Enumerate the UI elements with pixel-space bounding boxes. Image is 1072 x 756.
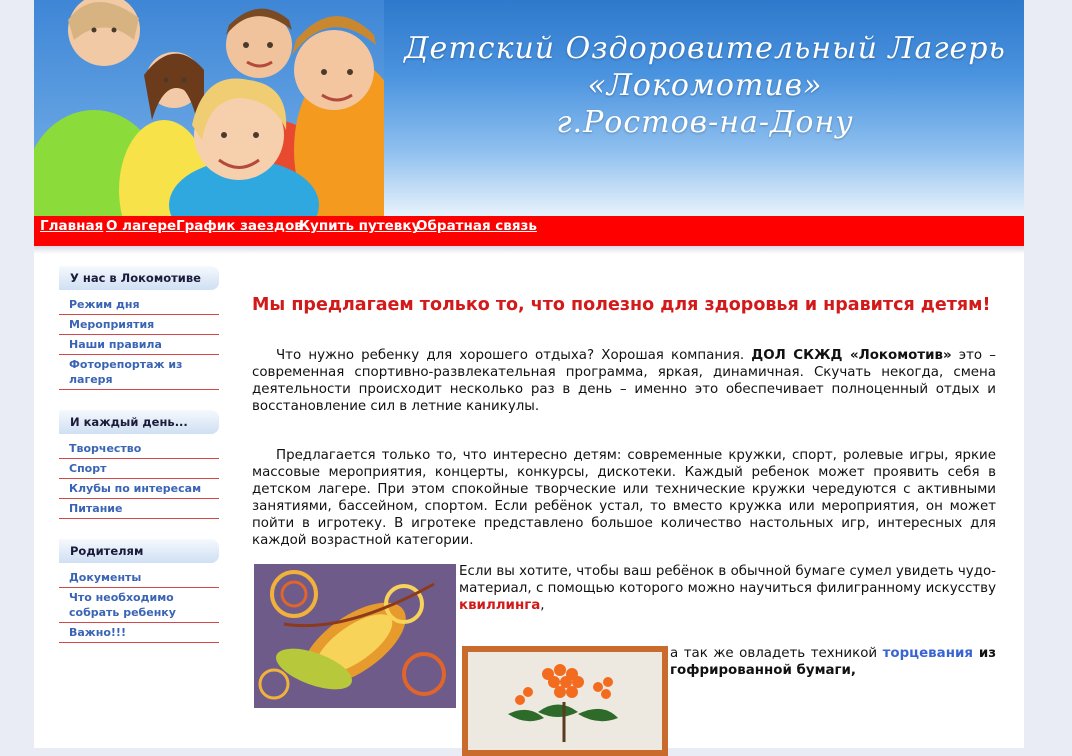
nav-buy-voucher[interactable]: Купить путевку — [299, 218, 421, 234]
sidebar-item-sport[interactable]: Спорт — [59, 459, 219, 479]
tortsevanie-photo-inner — [468, 652, 662, 750]
sidebar-item-daily-routine[interactable]: Режим дня — [59, 295, 219, 315]
intro-paragraph — [252, 347, 996, 415]
nav-feedback[interactable]: Обратная связь — [416, 218, 537, 234]
tortsevanie-link[interactable]: торцевания — [882, 646, 973, 661]
quilling-text-a: Если вы хотите, чтобы ваш ребёнок в обычной бумаге сумел увидеть чудо-материал, с помощью которого можно научиться филигранному искусству — [459, 564, 996, 596]
sidebar-item-events[interactable]: Мероприятия — [59, 315, 219, 335]
quilling-text-b: , — [540, 598, 545, 613]
site-header — [34, 0, 1024, 216]
sidebar — [59, 266, 219, 663]
tortsevanie-text-a: а так же овладеть техникой — [670, 646, 883, 661]
nav-about[interactable]: О лагере — [106, 218, 177, 234]
intro-text-b: это – современная спортивно-развлекательная программа, яркая, динамичная. Скучать некогда, смена деятельности происходит несколько раз в день – именно это обеспечивает полноценный отдых и восстановление сил в летние каникулы. — [252, 348, 996, 414]
sidebar-heading: И каждый день... — [59, 410, 219, 434]
intro-text-a: Что нужно ребенку для хорошего отдыха? Хорошая компания. — [276, 348, 752, 363]
page — [34, 0, 1024, 748]
site-title — [386, 30, 1024, 141]
sidebar-item-food[interactable]: Питание — [59, 499, 219, 519]
nav-shadow — [34, 246, 1024, 254]
nav-home[interactable]: Главная — [40, 218, 104, 234]
sidebar-heading: Родителям — [59, 539, 219, 563]
tortsevanie-photo — [462, 646, 668, 756]
site-title-line-1: Детский Оздоровительный Лагерь — [404, 31, 1006, 66]
activities-text: Предлагается только то, что интересно детям: современные кружки, спорт, ролевые игры, яркие массовые мероприятия, концерты, конкурсы, дискотеки. Каждый ребенок может проявить себя в детском лагере. При этом спокойные творческие или технические кружки чередуются с активными занятиями, бассейном, спортом. Если ребёнок устал, то вместо кружка или мероприятия, он может пойти в игротеку. В игротеке представлено большое количество настольных игр, интересных для каждой возрастной категории. — [252, 448, 996, 548]
sidebar-block-camp — [59, 266, 219, 390]
sidebar-block-parents — [59, 539, 219, 643]
activities-paragraph — [252, 447, 996, 549]
sidebar-block-every-day — [59, 410, 219, 519]
sidebar-item-important[interactable]: Важно!!! — [59, 623, 219, 643]
sidebar-item-photo-report[interactable]: Фоторепортаж из лагеря — [59, 355, 219, 390]
tortsevanie-paragraph — [670, 645, 996, 679]
kids-photo — [34, 0, 384, 216]
camp-name: ДОЛ СКЖД «Локомотив» — [751, 348, 952, 363]
site-title-line-2: «Локомотив» — [587, 68, 823, 103]
sidebar-item-clubs[interactable]: Клубы по интересам — [59, 479, 219, 499]
sidebar-item-creativity[interactable]: Творчество — [59, 439, 219, 459]
quilling-paragraph — [459, 563, 996, 614]
nav-schedule[interactable]: График заездов — [176, 218, 303, 234]
page-headline: Мы предлагаем только то, что полезно для здоровья и нравится детям! — [252, 295, 991, 315]
sidebar-item-rules[interactable]: Наши правила — [59, 335, 219, 355]
main-content — [252, 295, 997, 678]
sidebar-heading: У нас в Локомотиве — [59, 266, 219, 290]
sidebar-item-documents[interactable]: Документы — [59, 568, 219, 588]
site-title-line-3: г.Ростов-на-Дону — [556, 105, 854, 140]
quilling-link[interactable]: квиллинга — [459, 598, 541, 613]
quilling-photo — [254, 564, 456, 708]
tortsevanie-text-b: из гофрированной бумаги, — [670, 646, 997, 678]
main-nav — [34, 216, 1024, 246]
sidebar-item-packing-list[interactable]: Что необходимо собрать ребенку — [59, 588, 219, 623]
